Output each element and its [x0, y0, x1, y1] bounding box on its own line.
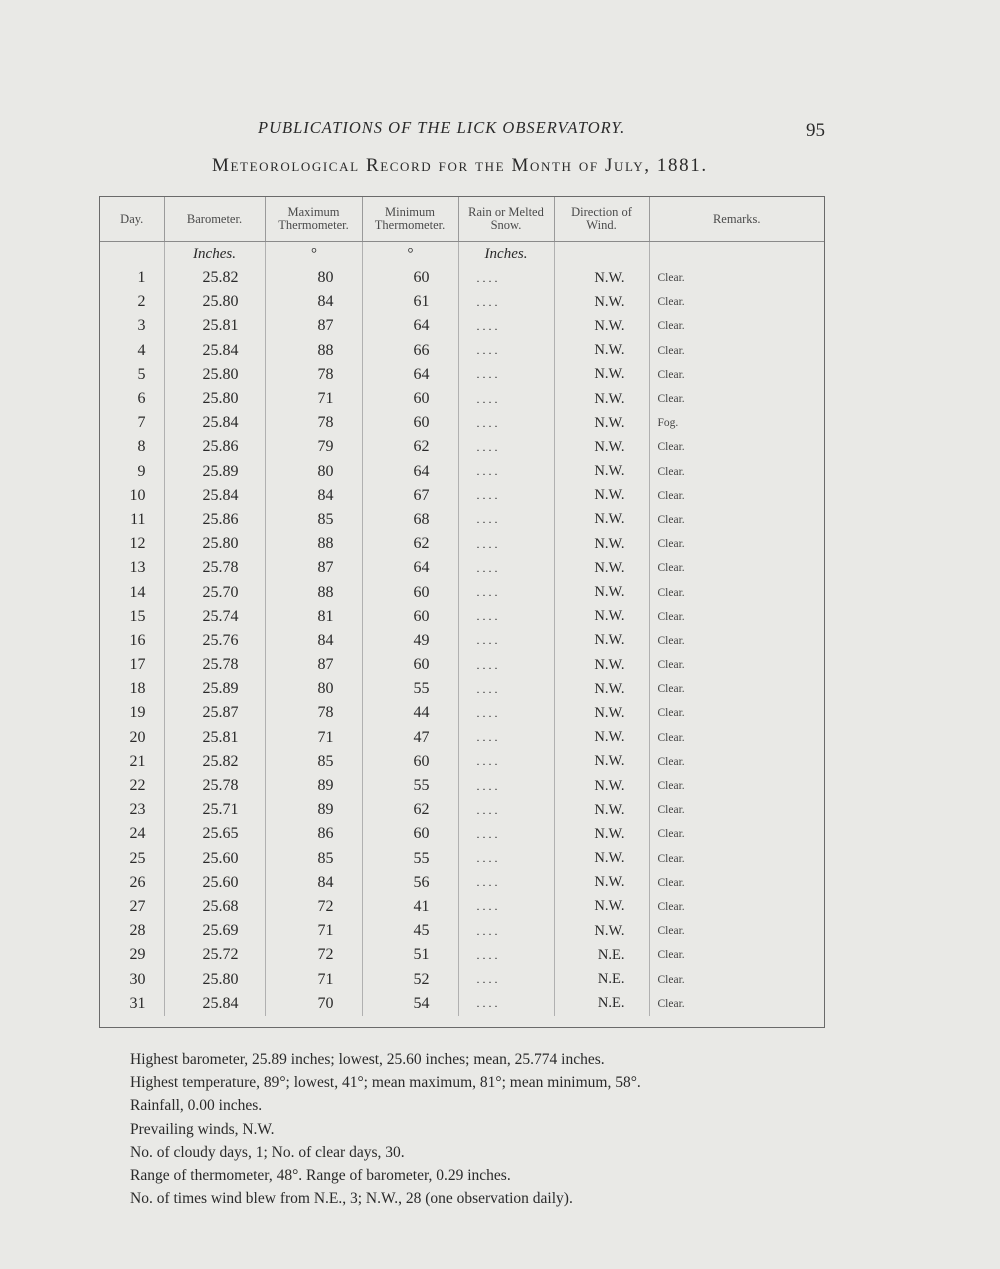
column-header-day: Day.: [100, 197, 164, 242]
table-row: [100, 339, 824, 363]
cell-remark: Clear.: [657, 513, 685, 526]
cell-baro: 25.76: [164, 629, 265, 653]
table-row: [100, 605, 824, 629]
summary-line: Range of thermometer, 48°. Range of barometer, 0.29 inches.: [130, 1167, 511, 1185]
cell-remark: Clear.: [657, 489, 685, 502]
cell-rain: ....: [458, 314, 554, 338]
cell-day: 16: [100, 629, 164, 653]
cell-baro: 25.71: [164, 798, 265, 822]
units-wind: [554, 242, 649, 267]
cell-max: 84: [265, 484, 362, 508]
cell-rain: ....: [458, 411, 554, 435]
cell-rain: ....: [458, 290, 554, 314]
cell-day: 21: [100, 750, 164, 774]
cell-wind: N.W.: [554, 411, 649, 435]
cell-baro: 25.78: [164, 774, 265, 798]
cell-rain: ....: [458, 992, 554, 1016]
cell-baro: 25.70: [164, 580, 265, 604]
cell-max: 88: [265, 532, 362, 556]
cell-day: 23: [100, 798, 164, 822]
cell-rain: ....: [458, 580, 554, 604]
cell-remark: Clear.: [657, 296, 685, 309]
cell-baro: 25.65: [164, 822, 265, 846]
cell-remark: Clear.: [657, 997, 685, 1010]
cell-rain: ....: [458, 677, 554, 701]
table-row: [100, 750, 824, 774]
table-row: [100, 484, 824, 508]
cell-remark: Clear.: [657, 804, 685, 817]
cell-day: 28: [100, 919, 164, 943]
cell-wind: N.W.: [554, 387, 649, 411]
cell-remark: Clear.: [657, 586, 685, 599]
cell-day: 11: [100, 508, 164, 532]
cell-max: 80: [265, 460, 362, 484]
cell-max: 85: [265, 847, 362, 871]
cell-remark: Clear.: [657, 973, 685, 986]
cell-remark: Clear.: [657, 925, 685, 938]
cell-remark: Clear.: [657, 610, 685, 623]
cell-day: 12: [100, 532, 164, 556]
units-barometer: Inches.: [164, 242, 265, 267]
cell-min: 60: [362, 750, 458, 774]
cell-baro: 25.68: [164, 895, 265, 919]
column-header-barometer: Barometer.: [164, 197, 265, 242]
cell-max: 79: [265, 435, 362, 459]
cell-day: 15: [100, 605, 164, 629]
cell-max: 71: [265, 967, 362, 991]
cell-remark: Clear.: [657, 344, 685, 357]
cell-day: 7: [100, 411, 164, 435]
summary-line: No. of cloudy days, 1; No. of clear days, 30.: [130, 1143, 405, 1161]
column-header-min-thermometer: Minimum Thermometer.: [362, 197, 458, 242]
cell-wind: N.W.: [554, 460, 649, 484]
cell-baro: 25.81: [164, 726, 265, 750]
cell-min: 62: [362, 798, 458, 822]
cell-baro: 25.81: [164, 314, 265, 338]
cell-min: 60: [362, 411, 458, 435]
table-row: [100, 411, 824, 435]
cell-baro: 25.86: [164, 435, 265, 459]
table-row: [100, 556, 824, 580]
cell-max: 89: [265, 774, 362, 798]
cell-baro: 25.72: [164, 943, 265, 967]
cell-wind: N.W.: [554, 556, 649, 580]
cell-min: 55: [362, 774, 458, 798]
cell-rain: ....: [458, 387, 554, 411]
cell-rain: ....: [458, 726, 554, 750]
table-row: [100, 992, 824, 1016]
cell-wind: N.W.: [554, 847, 649, 871]
cell-day: 30: [100, 967, 164, 991]
cell-remark: Clear.: [657, 320, 685, 333]
cell-rain: ....: [458, 943, 554, 967]
cell-min: 45: [362, 919, 458, 943]
cell-baro: 25.82: [164, 266, 265, 290]
column-header-wind: Direction of Wind.: [554, 197, 649, 242]
cell-min: 54: [362, 992, 458, 1016]
cell-baro: 25.60: [164, 847, 265, 871]
running-head: PUBLICATIONS OF THE LICK OBSERVATORY.: [258, 118, 626, 137]
column-header-rain: Rain or Melted Snow.: [458, 197, 554, 242]
cell-rain: ....: [458, 508, 554, 532]
summary-line: Highest barometer, 25.89 inches; lowest, 25.60 inches; mean, 25.774 inches.: [130, 1051, 605, 1068]
cell-wind: N.W.: [554, 580, 649, 604]
units-row: [100, 242, 824, 267]
cell-max: 85: [265, 750, 362, 774]
cell-min: 49: [362, 629, 458, 653]
cell-min: 44: [362, 701, 458, 725]
table-row: [100, 726, 824, 750]
cell-day: 27: [100, 895, 164, 919]
cell-day: 24: [100, 822, 164, 846]
units-max: °: [265, 242, 362, 267]
cell-max: 71: [265, 726, 362, 750]
cell-baro: 25.87: [164, 701, 265, 725]
cell-max: 71: [265, 919, 362, 943]
cell-remark: Clear.: [657, 900, 685, 913]
table-row: [100, 460, 824, 484]
cell-max: 87: [265, 653, 362, 677]
summary-block: [130, 1048, 641, 1210]
cell-min: 60: [362, 580, 458, 604]
cell-rain: ....: [458, 750, 554, 774]
cell-remark: Clear.: [657, 852, 685, 865]
cell-max: 84: [265, 871, 362, 895]
cell-rain: ....: [458, 967, 554, 991]
cell-rain: ....: [458, 822, 554, 846]
cell-remark: Clear.: [657, 780, 685, 793]
cell-rain: ....: [458, 339, 554, 363]
summary-line: Highest temperature, 89°; lowest, 41°; mean maximum, 81°; mean minimum, 58°.: [130, 1074, 641, 1092]
cell-max: 81: [265, 605, 362, 629]
cell-day: 31: [100, 992, 164, 1016]
cell-wind: N.W.: [554, 798, 649, 822]
cell-day: 29: [100, 943, 164, 967]
cell-rain: ....: [458, 605, 554, 629]
cell-min: 56: [362, 871, 458, 895]
cell-day: 8: [100, 435, 164, 459]
cell-wind: N.W.: [554, 774, 649, 798]
summary-line: Rainfall, 0.00 inches.: [130, 1097, 263, 1115]
units-remarks: [649, 242, 824, 267]
table-row: [100, 387, 824, 411]
cell-remark: Fog.: [657, 417, 679, 430]
cell-rain: ....: [458, 798, 554, 822]
cell-max: 80: [265, 677, 362, 701]
cell-rain: ....: [458, 871, 554, 895]
cell-max: 78: [265, 411, 362, 435]
column-header-remarks: Remarks.: [649, 197, 824, 242]
cell-wind: N.E.: [554, 943, 649, 967]
cell-wind: N.E.: [554, 992, 649, 1016]
column-header-max-thermometer: Maximum Thermometer.: [265, 197, 362, 242]
cell-wind: N.W.: [554, 435, 649, 459]
cell-remark: Clear.: [657, 441, 685, 454]
cell-wind: N.W.: [554, 266, 649, 290]
units-min: °: [362, 242, 458, 267]
cell-min: 66: [362, 339, 458, 363]
cell-min: 62: [362, 435, 458, 459]
cell-baro: 25.84: [164, 484, 265, 508]
units-day: [100, 242, 164, 267]
cell-baro: 25.80: [164, 387, 265, 411]
cell-max: 89: [265, 798, 362, 822]
cell-wind: N.W.: [554, 871, 649, 895]
cell-min: 47: [362, 726, 458, 750]
cell-max: 87: [265, 314, 362, 338]
cell-rain: ....: [458, 653, 554, 677]
cell-max: 72: [265, 943, 362, 967]
cell-remark: Clear.: [657, 659, 685, 672]
table-row: [100, 580, 824, 604]
cell-day: 1: [100, 266, 164, 290]
cell-baro: 25.78: [164, 653, 265, 677]
cell-baro: 25.84: [164, 411, 265, 435]
cell-rain: ....: [458, 484, 554, 508]
cell-max: 78: [265, 701, 362, 725]
cell-baro: 25.78: [164, 556, 265, 580]
cell-rain: ....: [458, 774, 554, 798]
cell-rain: ....: [458, 919, 554, 943]
cell-max: 87: [265, 556, 362, 580]
table-row: [100, 363, 824, 387]
cell-remark: Clear.: [657, 828, 685, 841]
cell-baro: 25.69: [164, 919, 265, 943]
cell-remark: Clear.: [657, 683, 685, 696]
table-row: [100, 290, 824, 314]
cell-baro: 25.82: [164, 750, 265, 774]
cell-rain: ....: [458, 847, 554, 871]
cell-max: 84: [265, 629, 362, 653]
table-row: [100, 532, 824, 556]
table-row: [100, 798, 824, 822]
cell-day: 18: [100, 677, 164, 701]
cell-day: 26: [100, 871, 164, 895]
cell-min: 64: [362, 556, 458, 580]
cell-wind: N.W.: [554, 629, 649, 653]
cell-min: 60: [362, 822, 458, 846]
cell-remark: Clear.: [657, 272, 685, 285]
cell-wind: N.W.: [554, 677, 649, 701]
cell-remark: Clear.: [657, 876, 685, 889]
cell-min: 55: [362, 677, 458, 701]
cell-max: 78: [265, 363, 362, 387]
cell-wind: N.W.: [554, 605, 649, 629]
cell-wind: N.W.: [554, 484, 649, 508]
cell-min: 60: [362, 266, 458, 290]
cell-rain: ....: [458, 895, 554, 919]
cell-rain: ....: [458, 435, 554, 459]
cell-min: 68: [362, 508, 458, 532]
table-row: [100, 314, 824, 338]
cell-rain: ....: [458, 363, 554, 387]
cell-day: 5: [100, 363, 164, 387]
cell-rain: ....: [458, 701, 554, 725]
cell-max: 84: [265, 290, 362, 314]
cell-wind: N.W.: [554, 750, 649, 774]
table-body: [100, 242, 824, 1016]
cell-wind: N.W.: [554, 290, 649, 314]
cell-max: 72: [265, 895, 362, 919]
cell-day: 25: [100, 847, 164, 871]
cell-max: 71: [265, 387, 362, 411]
cell-wind: N.W.: [554, 363, 649, 387]
cell-wind: N.W.: [554, 701, 649, 725]
units-rain: Inches.: [458, 242, 554, 267]
table-row: [100, 774, 824, 798]
table-row: [100, 871, 824, 895]
cell-remark: Clear.: [657, 393, 685, 406]
cell-max: 85: [265, 508, 362, 532]
cell-min: 41: [362, 895, 458, 919]
cell-day: 19: [100, 701, 164, 725]
cell-day: 4: [100, 339, 164, 363]
cell-remark: Clear.: [657, 538, 685, 551]
table-row: [100, 967, 824, 991]
table-row: [100, 435, 824, 459]
table-row: [100, 895, 824, 919]
summary-line: Prevailing winds, N.W.: [130, 1120, 275, 1138]
cell-remark: Clear.: [657, 465, 685, 478]
cell-day: 17: [100, 653, 164, 677]
table-row: [100, 653, 824, 677]
cell-baro: 25.80: [164, 290, 265, 314]
cell-wind: N.W.: [554, 653, 649, 677]
cell-rain: ....: [458, 556, 554, 580]
cell-day: 22: [100, 774, 164, 798]
cell-wind: N.W.: [554, 919, 649, 943]
table-row: [100, 629, 824, 653]
cell-wind: N.W.: [554, 508, 649, 532]
cell-max: 88: [265, 339, 362, 363]
table-row: [100, 943, 824, 967]
cell-baro: 25.84: [164, 992, 265, 1016]
cell-day: 14: [100, 580, 164, 604]
cell-min: 60: [362, 605, 458, 629]
cell-rain: ....: [458, 460, 554, 484]
cell-min: 55: [362, 847, 458, 871]
table-row: [100, 508, 824, 532]
cell-baro: 25.89: [164, 677, 265, 701]
cell-remark: Clear.: [657, 368, 685, 381]
cell-day: 3: [100, 314, 164, 338]
cell-min: 60: [362, 653, 458, 677]
table-row: [100, 847, 824, 871]
cell-remark: Clear.: [657, 755, 685, 768]
meteorological-table: [99, 196, 825, 1028]
cell-max: 70: [265, 992, 362, 1016]
cell-day: 6: [100, 387, 164, 411]
table-row: [100, 701, 824, 725]
cell-wind: N.W.: [554, 726, 649, 750]
cell-remark: Clear.: [657, 949, 685, 962]
table-header-row: [100, 197, 824, 242]
cell-baro: 25.60: [164, 871, 265, 895]
cell-baro: 25.80: [164, 967, 265, 991]
table-row: [100, 919, 824, 943]
cell-min: 60: [362, 387, 458, 411]
cell-day: 13: [100, 556, 164, 580]
cell-min: 62: [362, 532, 458, 556]
cell-min: 64: [362, 363, 458, 387]
cell-day: 20: [100, 726, 164, 750]
cell-baro: 25.74: [164, 605, 265, 629]
cell-remark: Clear.: [657, 562, 685, 575]
cell-remark: Clear.: [657, 731, 685, 744]
table-row: [100, 822, 824, 846]
cell-wind: N.E.: [554, 967, 649, 991]
cell-min: 67: [362, 484, 458, 508]
cell-baro: 25.80: [164, 363, 265, 387]
cell-remark: Clear.: [657, 707, 685, 720]
cell-baro: 25.86: [164, 508, 265, 532]
cell-wind: N.W.: [554, 339, 649, 363]
cell-rain: ....: [458, 266, 554, 290]
cell-baro: 25.89: [164, 460, 265, 484]
table-row: [100, 677, 824, 701]
cell-min: 51: [362, 943, 458, 967]
cell-max: 88: [265, 580, 362, 604]
table-row: [100, 266, 824, 290]
cell-wind: N.W.: [554, 895, 649, 919]
cell-day: 10: [100, 484, 164, 508]
cell-rain: ....: [458, 532, 554, 556]
cell-max: 86: [265, 822, 362, 846]
cell-rain: ....: [458, 629, 554, 653]
cell-max: 80: [265, 266, 362, 290]
cell-day: 2: [100, 290, 164, 314]
cell-wind: N.W.: [554, 532, 649, 556]
summary-line: No. of times wind blew from N.E., 3; N.W., 28 (one observation daily).: [130, 1190, 573, 1208]
cell-day: 9: [100, 460, 164, 484]
page-title: Meteorological Record for the Month of July, 1881.: [212, 155, 708, 176]
cell-min: 64: [362, 460, 458, 484]
cell-min: 61: [362, 290, 458, 314]
cell-wind: N.W.: [554, 822, 649, 846]
cell-min: 52: [362, 967, 458, 991]
page-number: 95: [806, 120, 825, 141]
cell-baro: 25.80: [164, 532, 265, 556]
cell-remark: Clear.: [657, 634, 685, 647]
cell-wind: N.W.: [554, 314, 649, 338]
cell-baro: 25.84: [164, 339, 265, 363]
cell-min: 64: [362, 314, 458, 338]
